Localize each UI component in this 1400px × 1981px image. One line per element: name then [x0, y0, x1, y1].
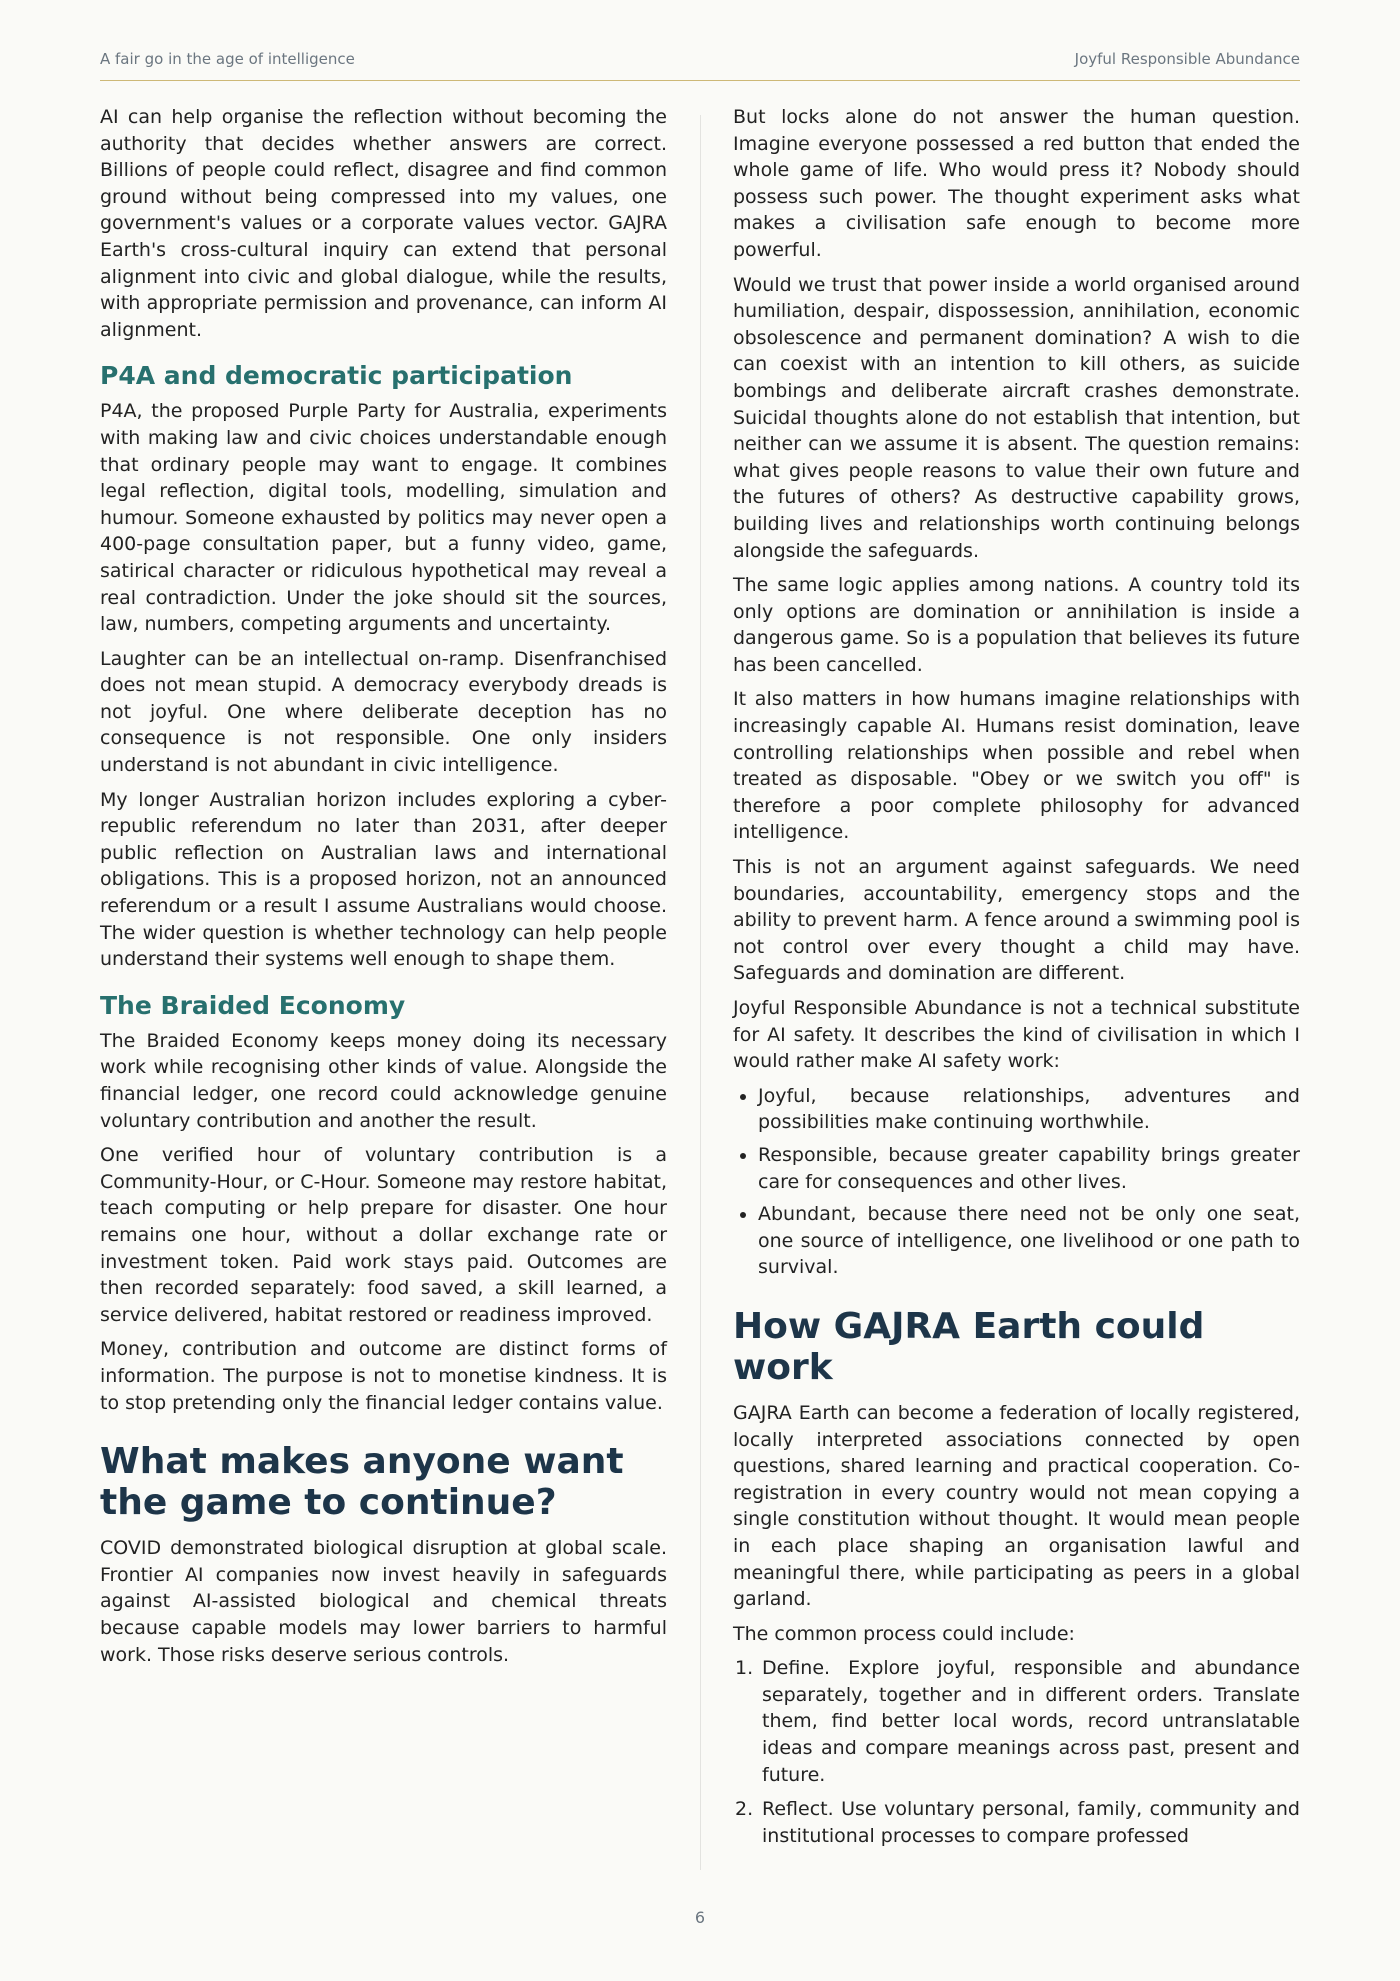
paragraph-safeguards: This is not an argument against safeguards. We need boundaries, accountability, emergency stops and the ability to prevent harm. A fence around a swimming pool is not control over every thought a child may have. Safeguards and domination are different.: [733, 856, 1300, 985]
heading-game-continue: What makes anyone want the game to continue?: [100, 1441, 624, 1524]
paragraph-braided-2: One verified hour of voluntary contribution is a Community-Hour, or C-Hour. Someone may restore habitat, teach computing or help prepare for disaster. One hour remains one hour, without a dollar exchange rate or investment token. Paid work stays paid. Outcomes are then recorded separately: food saved, a skill learned, a service delivered, habitat restored or readiness improved.: [100, 1144, 667, 1326]
process-step: [733, 1796, 1300, 1849]
left-column: [100, 104, 667, 1676]
paragraph-trust: Would we trust that power inside a world organised around humiliation, despair, dispossession, annihilation, economic obsolescence and permanent domination? A wish to die can coexist with an intention to kill others, as suicide bombings and deliberate aircraft crashes demonstrate. Suicidal thoughts alone do not establish that intention, but neither can we assume it is absent. The question remains: what gives people reasons to value their own future and the futures of others? As destructive capability grows, building lives and relationships worth continuing belongs alongside the safeguards.: [733, 273, 1300, 562]
page-number: 6: [694, 1908, 706, 1927]
paragraph-nations: The same logic applies among nations. A country told its only options are domination or annihilation is inside a dangerous game. So is a population that believes its future has been cancelled.: [733, 574, 1300, 676]
process-steps-list: [733, 1655, 1300, 1849]
paragraph-relationships: It also matters in how humans imagine relationships with increasingly capable AI. Humans resist domination, leave controlling relationships when possible and rebel when treated as disposable. "Obey or we switch you off" is therefore a poor complete philosophy for advanced intelligence.: [733, 688, 1300, 844]
paragraph-intro: AI can help organise the reflection without becoming the authority that decides whether answers are correct. Billions of people could reflect, disagree and find common ground without being compressed into my values, one government's values or a corporate values vector. GAJRA Earth's cross-cultural inquiry can extend that personal alignment into civic and global dialogue, while the results, with appropriate permission and provenance, can inform AI alignment.: [100, 106, 667, 341]
paragraph-p4a-3: My longer Australian horizon includes exploring a cyber-republic referendum no later than 2031, after deeper public reflection on Australian laws and international obligations. This is a proposed horizon, not an announced referendum or a result I assume Australians would choose. The wider question is whether technology can help people understand their systems well enough to shape them.: [100, 788, 667, 971]
heading-p4a: P4A and democratic participation: [100, 361, 573, 391]
paragraph-braided-3: Money, contribution and outcome are distinct forms of information. The purpose is not to monetise kindness. It is to stop pretending only the financial ledger contains value.: [100, 1338, 667, 1414]
step-number: 1.: [735, 1657, 754, 1680]
header-right-title: Joyful Responsible Abundance: [1074, 50, 1300, 68]
column-divider: [700, 115, 701, 1870]
paragraph-jra: Joyful Responsible Abundance is not a technical substitute for AI safety. It describes the kind of civilisation in which I would rather make AI safety work:: [733, 997, 1300, 1073]
right-column: [733, 104, 1300, 1857]
running-header: [100, 50, 1300, 81]
step-number: 2.: [735, 1798, 754, 1821]
bullet-item: • Abundant, because there need not be only one seat, one source of intelligence, one livelihood or one path to survival.: [758, 1201, 1300, 1281]
step-text: Reflect. Use voluntary personal, family, community and institutional processes to compare professed: [762, 1798, 1300, 1847]
paragraph-p4a-2: Laughter can be an intellectual on-ramp. Disenfranchised does not mean stupid. A democracy everybody dreads is not joyful. One where deliberate deception has no consequence is not responsible. One only insiders understand is not abundant in civic intelligence.: [100, 647, 667, 777]
header-left-title: A fair go in the age of intelligence: [100, 50, 355, 68]
jra-bullet-list: [733, 1083, 1300, 1281]
paragraph-p4a-1: P4A, the proposed Purple Party for Australia, experiments with making law and civic choices understandable enough that ordinary people may want to engage. It combines legal reflection, digital tools, modelling, simulation and humour. Someone exhausted by politics may never open a 400-page consultation paper, but a funny video, game, satirical character or ridiculous hypothetical may reveal a real contradiction. Under the joke should sit the sources, law, numbers, competing arguments and uncertainty.: [100, 400, 667, 636]
process-step: [733, 1655, 1300, 1788]
paragraph-locks: But locks alone do not answer the human question. Imagine everyone possessed a red button that ended the whole game of life. Who would press it? Nobody should possess such power. The thought experiment asks what makes a civilisation safe enough to become more powerful.: [733, 106, 1300, 261]
bullet-item: • Responsible, because greater capability brings greater care for consequences and other lives.: [758, 1142, 1300, 1195]
heading-braided-economy: The Braided Economy: [100, 990, 406, 1020]
heading-how-gajra-works: How GAJRA Earth could work: [733, 1305, 1205, 1388]
step-text: Define. Explore joyful, responsible and abundance separately, together and in different orders. Translate them, find better local words, record untranslatable ideas and compare meanings across past, present and future.: [762, 1657, 1300, 1786]
bullet-item: • Joyful, because relationships, adventures and possibilities make continuing worthwhile.: [758, 1083, 1300, 1136]
paragraph-braided-1: The Braided Economy keeps money doing its necessary work while recognising other kinds of value. Alongside the financial ledger, one record could acknowledge genuine voluntary contribution and another the result.: [100, 1029, 667, 1132]
paragraph-how: GAJRA Earth can become a federation of locally registered, locally interpreted associations connected by open questions, shared learning and practical cooperation. Co-registration in every country would not mean copying a single constitution without thought. It would mean people in each place shaping an organisation lawful and meaningful there, while participating as peers in a global garland.: [733, 1401, 1300, 1611]
paragraph-process-intro: The common process could include:: [733, 1622, 1075, 1645]
paragraph-game-1: COVID demonstrated biological disruption at global scale. Frontier AI companies now invest heavily in safeguards against AI-assisted biological and chemical threats because capable models may lower barriers to harmful work. Those risks deserve serious controls.: [100, 1537, 667, 1666]
